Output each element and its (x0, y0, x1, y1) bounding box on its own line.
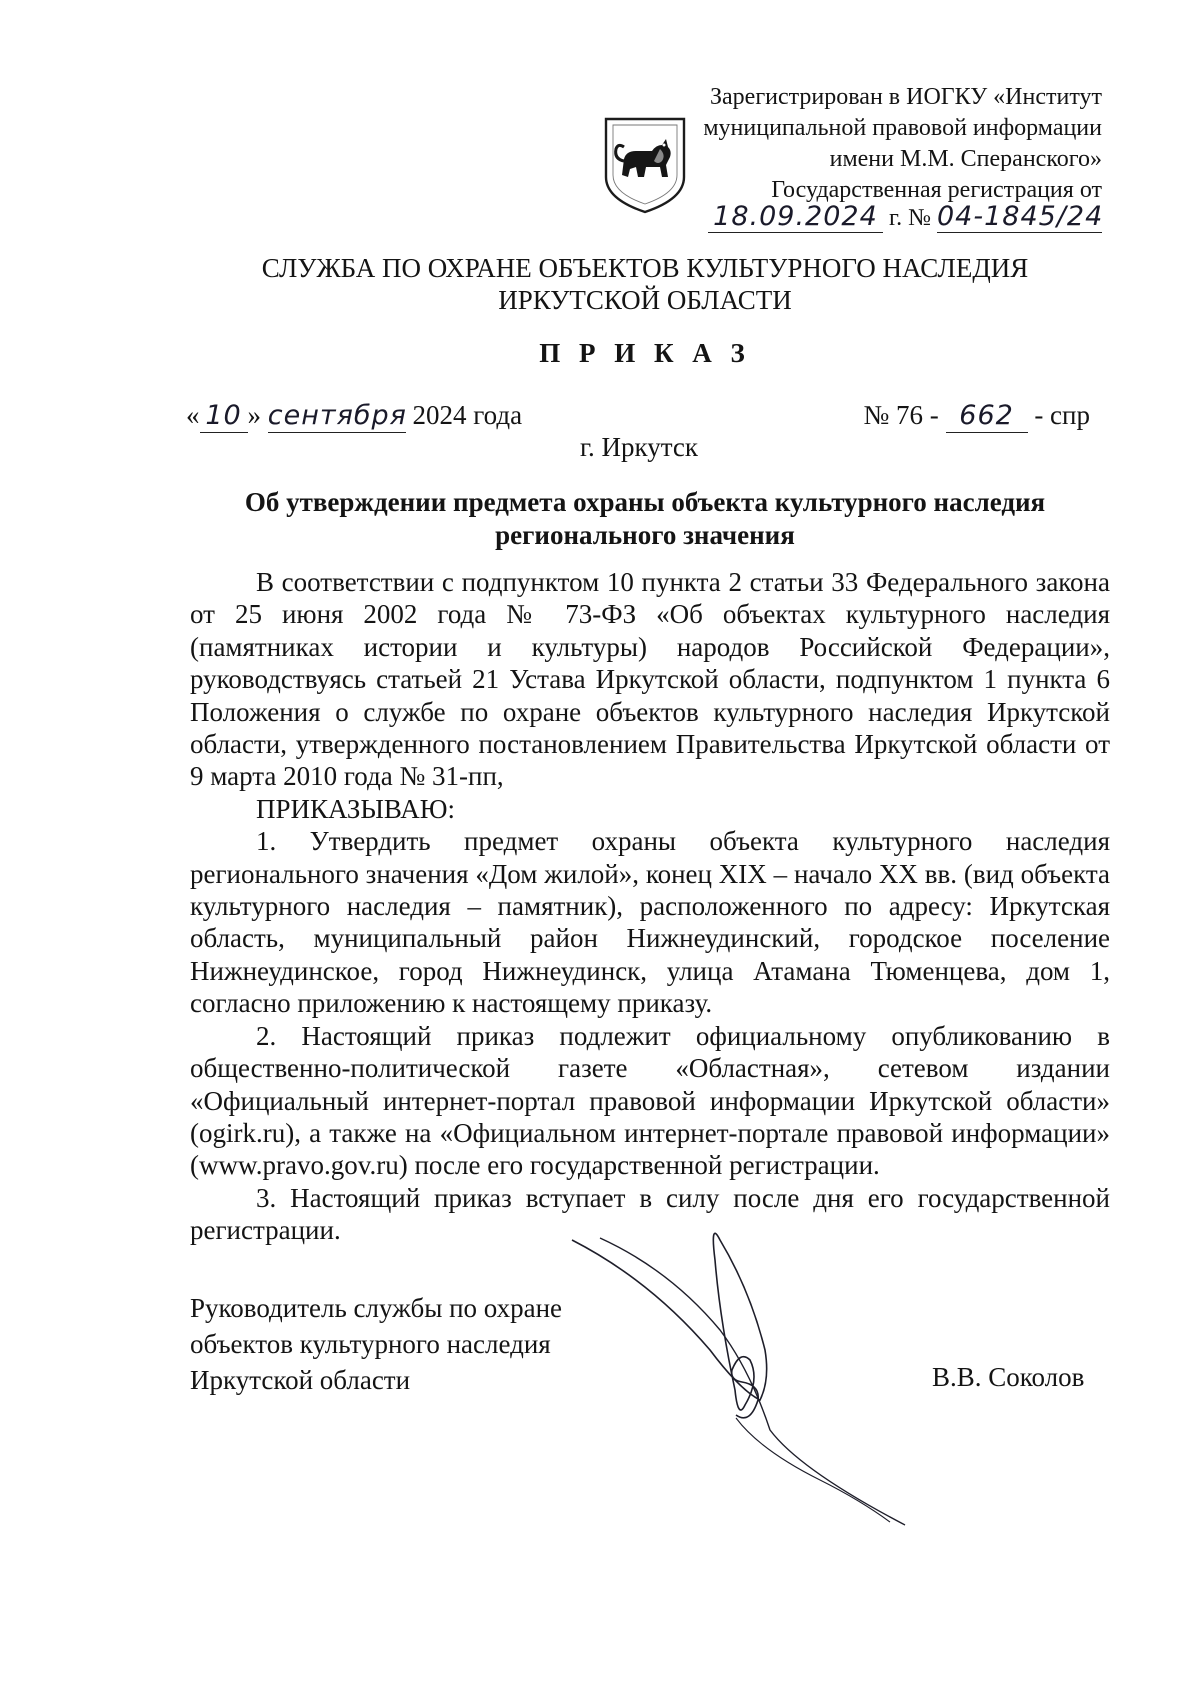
order-number-suffix: - спр (1034, 400, 1090, 430)
order-subject-line-1: Об утверждении предмета охраны объекта культурного наследия (244, 487, 1046, 517)
order-number (864, 399, 1090, 433)
date-close-quote: » (247, 400, 261, 430)
order-command: ПРИКАЗЫВАЮ: (256, 793, 455, 824)
order-item-2: 2. Настоящий приказ подлежит официальному опубликованию в общественно-политической газете «Областная», сетевом издании «Официальный интернет-портал правовой информации Иркутской области» (ogirk.ru), а также на «Официальном интернет-портале правовой информации» (www.pravo.gov.ru) после его государственной регистрации. (190, 1020, 1110, 1181)
signatory-position (190, 1290, 562, 1398)
signatory-position-line-1: Руководитель службы по охране (190, 1293, 563, 1323)
registration-line-4: Государственная регистрация от (771, 177, 1102, 203)
signatory-position-line-3: Иркутской области (190, 1365, 411, 1395)
registration-date-handwritten: 18.09.2024 (708, 201, 883, 233)
preamble-paragraph: В соответствии с подпунктом 10 пункта 2 статьи 33 Федерального закона от 25 июня 2002 года № 73-ФЗ «Об объектах культурного наследия (памятниках истории и культуры) народов Российской Федерации», руководствуясь статьей 21 Устава Иркутской области, подпунктом 1 пункта 6 Положения о службе по охране объектов культурного наследия Иркутской области, утвержденного постановлением Правительства Иркутской области от 9 марта 2010 года № 31-пп, (190, 567, 1110, 792)
order-month-handwritten: сентября (267, 400, 407, 431)
order-title: П Р И К А З (539, 338, 751, 368)
order-year: 2024 года (412, 400, 523, 430)
registration-line-1: Зарегистрирован в ИОГКУ «Институт (709, 84, 1102, 110)
order-item-1: 1. Утвердить предмет охраны объекта культурного наследия регионального значения «Дом жилой», конец XIX – начало XX вв. (вид объекта культурного наследия – памятник), расположенного по адресу: Иркутская область, муниципальный район Нижнеудинский, городское поселение Нижнеудинское, город Нижнеудинск, улица Атамана Тюменцева, дом 1, согласно приложению к настоящему приказу. (190, 826, 1110, 1019)
date-open-quote: « (186, 400, 200, 430)
order-city: г. Иркутск (580, 432, 698, 462)
order-subject-line-2: регионального значения (495, 520, 795, 550)
order-number-prefix: № 76 - (863, 400, 939, 430)
order-day-handwritten: 10 (200, 400, 248, 433)
registration-line-2: муниципальной правовой информации (703, 115, 1102, 141)
signatory-position-line-2: объектов культурного наследия (190, 1329, 551, 1359)
agency-name-line-2: ИРКУТСКОЙ ОБЛАСТИ (498, 285, 792, 315)
order-number-handwritten: 662 (946, 400, 1028, 433)
coat-of-arms-emblem (600, 115, 690, 215)
handwritten-signature (560, 1200, 910, 1530)
registration-line-5 (708, 201, 1102, 234)
agency-name-line-1: СЛУЖБА ПО ОХРАНЕ ОБЪЕКТОВ КУЛЬТУРНОГО НАСЛЕДИЯ (261, 253, 1029, 283)
registration-number-label: г. № (888, 205, 931, 231)
order-date (186, 399, 522, 433)
order-body (190, 566, 1110, 1247)
signatory-name: В.В. Соколов (932, 1362, 1085, 1392)
registration-line-3: имени М.М. Сперанского» (829, 146, 1102, 172)
order-subject (180, 486, 1110, 552)
order-item-3: 3. Настоящий приказ вступает в силу после дня его государственной регистрации. (190, 1182, 1110, 1246)
registration-number-handwritten: 04-1845/24 (937, 201, 1104, 232)
